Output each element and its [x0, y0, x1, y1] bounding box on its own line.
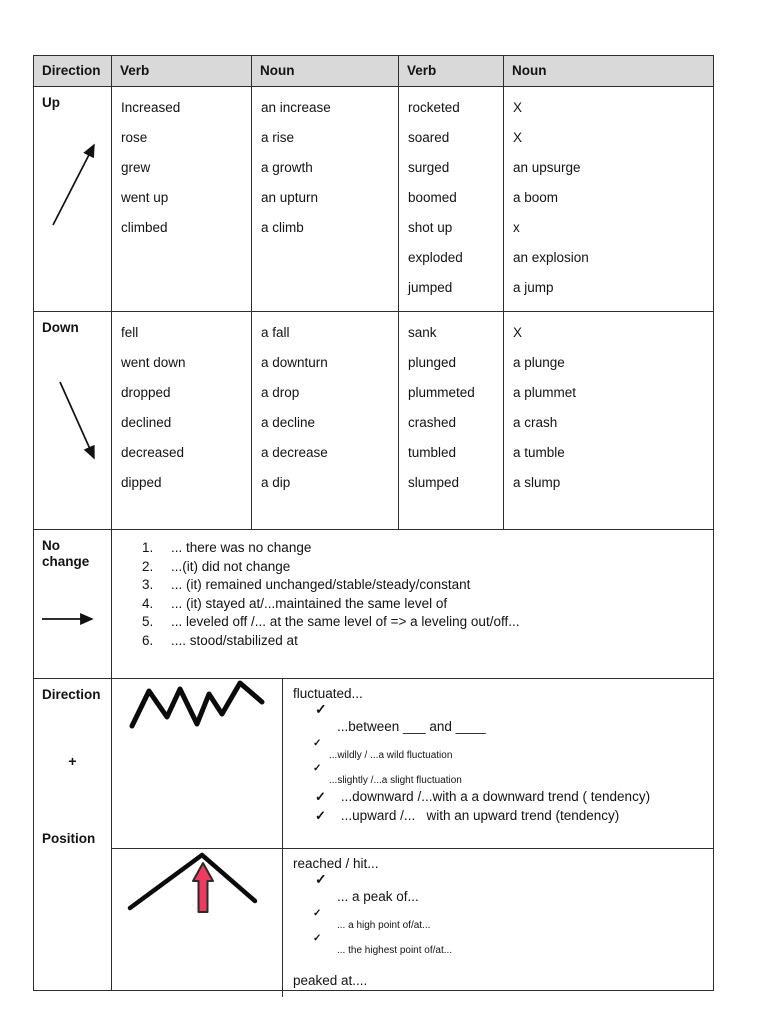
table-row-down [34, 311, 713, 529]
peak-title: reached / hit... [293, 856, 379, 871]
word: a growth [261, 159, 313, 175]
table-row-no-change [34, 529, 713, 678]
word: X [513, 129, 523, 145]
word: a downturn [261, 354, 328, 370]
list-item [142, 632, 707, 651]
high-point: ... a high point of/at... [337, 920, 431, 931]
list-text: ... (it) remained unchanged/stable/steady/constant [171, 577, 471, 592]
up-label: Up [42, 95, 60, 110]
fluctuated-title: fluctuated... [293, 686, 363, 701]
fluctuate-icon-cell [112, 679, 282, 853]
table-row-direction-position [34, 678, 713, 990]
position-word: Position [42, 831, 96, 846]
zigzag-icon [112, 679, 282, 848]
word: plummeted [408, 384, 475, 400]
direction-position-content [111, 679, 713, 991]
word: fell [121, 324, 139, 340]
list-number: 3. [142, 577, 154, 592]
word: a rise [261, 129, 295, 145]
table-row-up [34, 86, 713, 311]
word: declined [121, 414, 172, 430]
trend-vocabulary-table [33, 55, 714, 991]
list-item [142, 576, 707, 595]
table-header-row [34, 56, 713, 86]
word: tumbled [408, 444, 457, 460]
list-text: ... there was no change [171, 540, 312, 555]
word: an upsurge [513, 159, 581, 175]
list-text: ... (it) stayed at/...maintained the same level of [171, 595, 448, 611]
word: exploded [408, 249, 463, 265]
word: rocketed [408, 99, 460, 115]
word: climbed [121, 219, 168, 235]
check-icon: ✓ [313, 933, 322, 944]
header-cell-verb-1: Verb [111, 56, 251, 86]
word: jumped [408, 279, 453, 295]
up-direction-cell [34, 87, 111, 311]
word: plunged [408, 354, 457, 370]
down-verb-col-1 [111, 312, 251, 529]
fluctuated-downward: ...downward /...with a a downward trend ( tendency) [340, 789, 651, 804]
word: a dip [261, 474, 291, 490]
list-number: 1. [142, 540, 154, 555]
word: decreased [121, 444, 185, 460]
word: dropped [121, 384, 171, 400]
list-number: 6. [142, 632, 154, 648]
word: went down [121, 354, 186, 370]
word: a plummet [513, 384, 577, 400]
fluctuated-upward: ...upward /... with an upward trend (tendency) [340, 808, 620, 823]
list-item [142, 595, 707, 614]
list-item [142, 539, 707, 558]
word: soared [408, 129, 450, 145]
direction-position-label-cell [34, 679, 111, 991]
up-verb-col-2 [398, 87, 503, 311]
header-cell-noun-2: Noun [503, 56, 715, 86]
word: a slump [513, 474, 561, 490]
word: a boom [513, 189, 559, 205]
no-change-phrases-cell [111, 530, 713, 678]
word: a climb [261, 219, 304, 235]
check-icon: ✓ [313, 908, 322, 919]
up-noun-col-1 [251, 87, 398, 311]
word: an increase [261, 99, 331, 115]
header-cell-direction: Direction [42, 63, 101, 78]
word: x [513, 219, 520, 235]
word: a decrease [261, 444, 328, 460]
check-icon: ✓ [315, 789, 326, 804]
check-icon: ✓ [315, 808, 326, 823]
fluctuated-upward-row [315, 807, 708, 825]
word: sank [408, 324, 437, 340]
peaked-at: peaked at.... [293, 973, 368, 988]
peak-subrow [112, 848, 713, 991]
fluctuated-text-cell [282, 679, 712, 853]
word: X [513, 324, 523, 340]
word: a drop [261, 384, 300, 400]
list-number: 5. [142, 614, 154, 629]
word: surged [408, 159, 450, 175]
fluctuated-wildly: ...wildly / ...a wild fluctuation [329, 750, 453, 761]
down-verb-col-2 [398, 312, 503, 529]
word: grew [121, 159, 151, 175]
word: boomed [408, 189, 457, 205]
word: dipped [121, 474, 162, 490]
no-change-direction-cell [34, 530, 111, 678]
check-icon: ✓ [313, 763, 322, 774]
word: a tumble [513, 444, 565, 460]
word: X [513, 99, 523, 115]
word: went up [121, 189, 169, 205]
word: a fall [261, 324, 290, 340]
word: slumped [408, 474, 460, 490]
peak-icon-cell [112, 849, 282, 997]
word: a plunge [513, 354, 565, 370]
up-noun-col-2 [503, 87, 715, 311]
list-text: ...(it) did not change [171, 558, 291, 574]
fluctuated-subrow [112, 679, 713, 848]
up-verb-col-1 [111, 87, 251, 311]
word: a decline [261, 414, 316, 430]
word: Increased [121, 99, 181, 115]
check-icon: ✓ [315, 701, 327, 717]
word: an explosion [513, 249, 589, 265]
check-icon: ✓ [315, 871, 327, 887]
down-label: Down [42, 320, 79, 335]
header-cell-verb-2: Verb [398, 56, 503, 86]
right-arrow-icon [34, 530, 111, 679]
direction-word: Direction [42, 687, 101, 702]
fluctuated-slightly: ...slightly /...a slight fluctuation [329, 775, 462, 786]
fluctuated-between: ...between ___ and ____ [337, 719, 486, 734]
list-text: .... stood/stabilized at [171, 632, 298, 648]
word: shot up [408, 219, 453, 235]
up-arrow-icon [34, 87, 111, 312]
list-item [142, 558, 707, 577]
list-item [142, 613, 707, 632]
word: rose [121, 129, 148, 145]
word: a crash [513, 414, 558, 430]
peak-icon [112, 849, 282, 992]
peak-up-arrow-icon [193, 863, 213, 912]
highest-point: ... the highest point of/at... [337, 945, 453, 956]
no-change-label: No change [42, 538, 90, 569]
word: a jump [513, 279, 554, 295]
word: crashed [408, 414, 457, 430]
peak-of: ... a peak of... [337, 889, 419, 904]
down-arrow-icon [34, 312, 111, 530]
list-number: 4. [142, 595, 154, 611]
list-text: ... leveled off /... at the same level of => a leveling out/off... [171, 614, 520, 629]
down-noun-col-2 [503, 312, 715, 529]
plus-sign: + [68, 753, 77, 769]
list-number: 2. [142, 558, 154, 574]
header-cell-noun-1: Noun [251, 56, 398, 86]
peak-text-cell [282, 849, 712, 997]
word: an upturn [261, 189, 319, 205]
down-noun-col-1 [251, 312, 398, 529]
fluctuated-downward-row [315, 788, 708, 806]
down-direction-cell [34, 312, 111, 529]
check-icon: ✓ [313, 738, 322, 749]
